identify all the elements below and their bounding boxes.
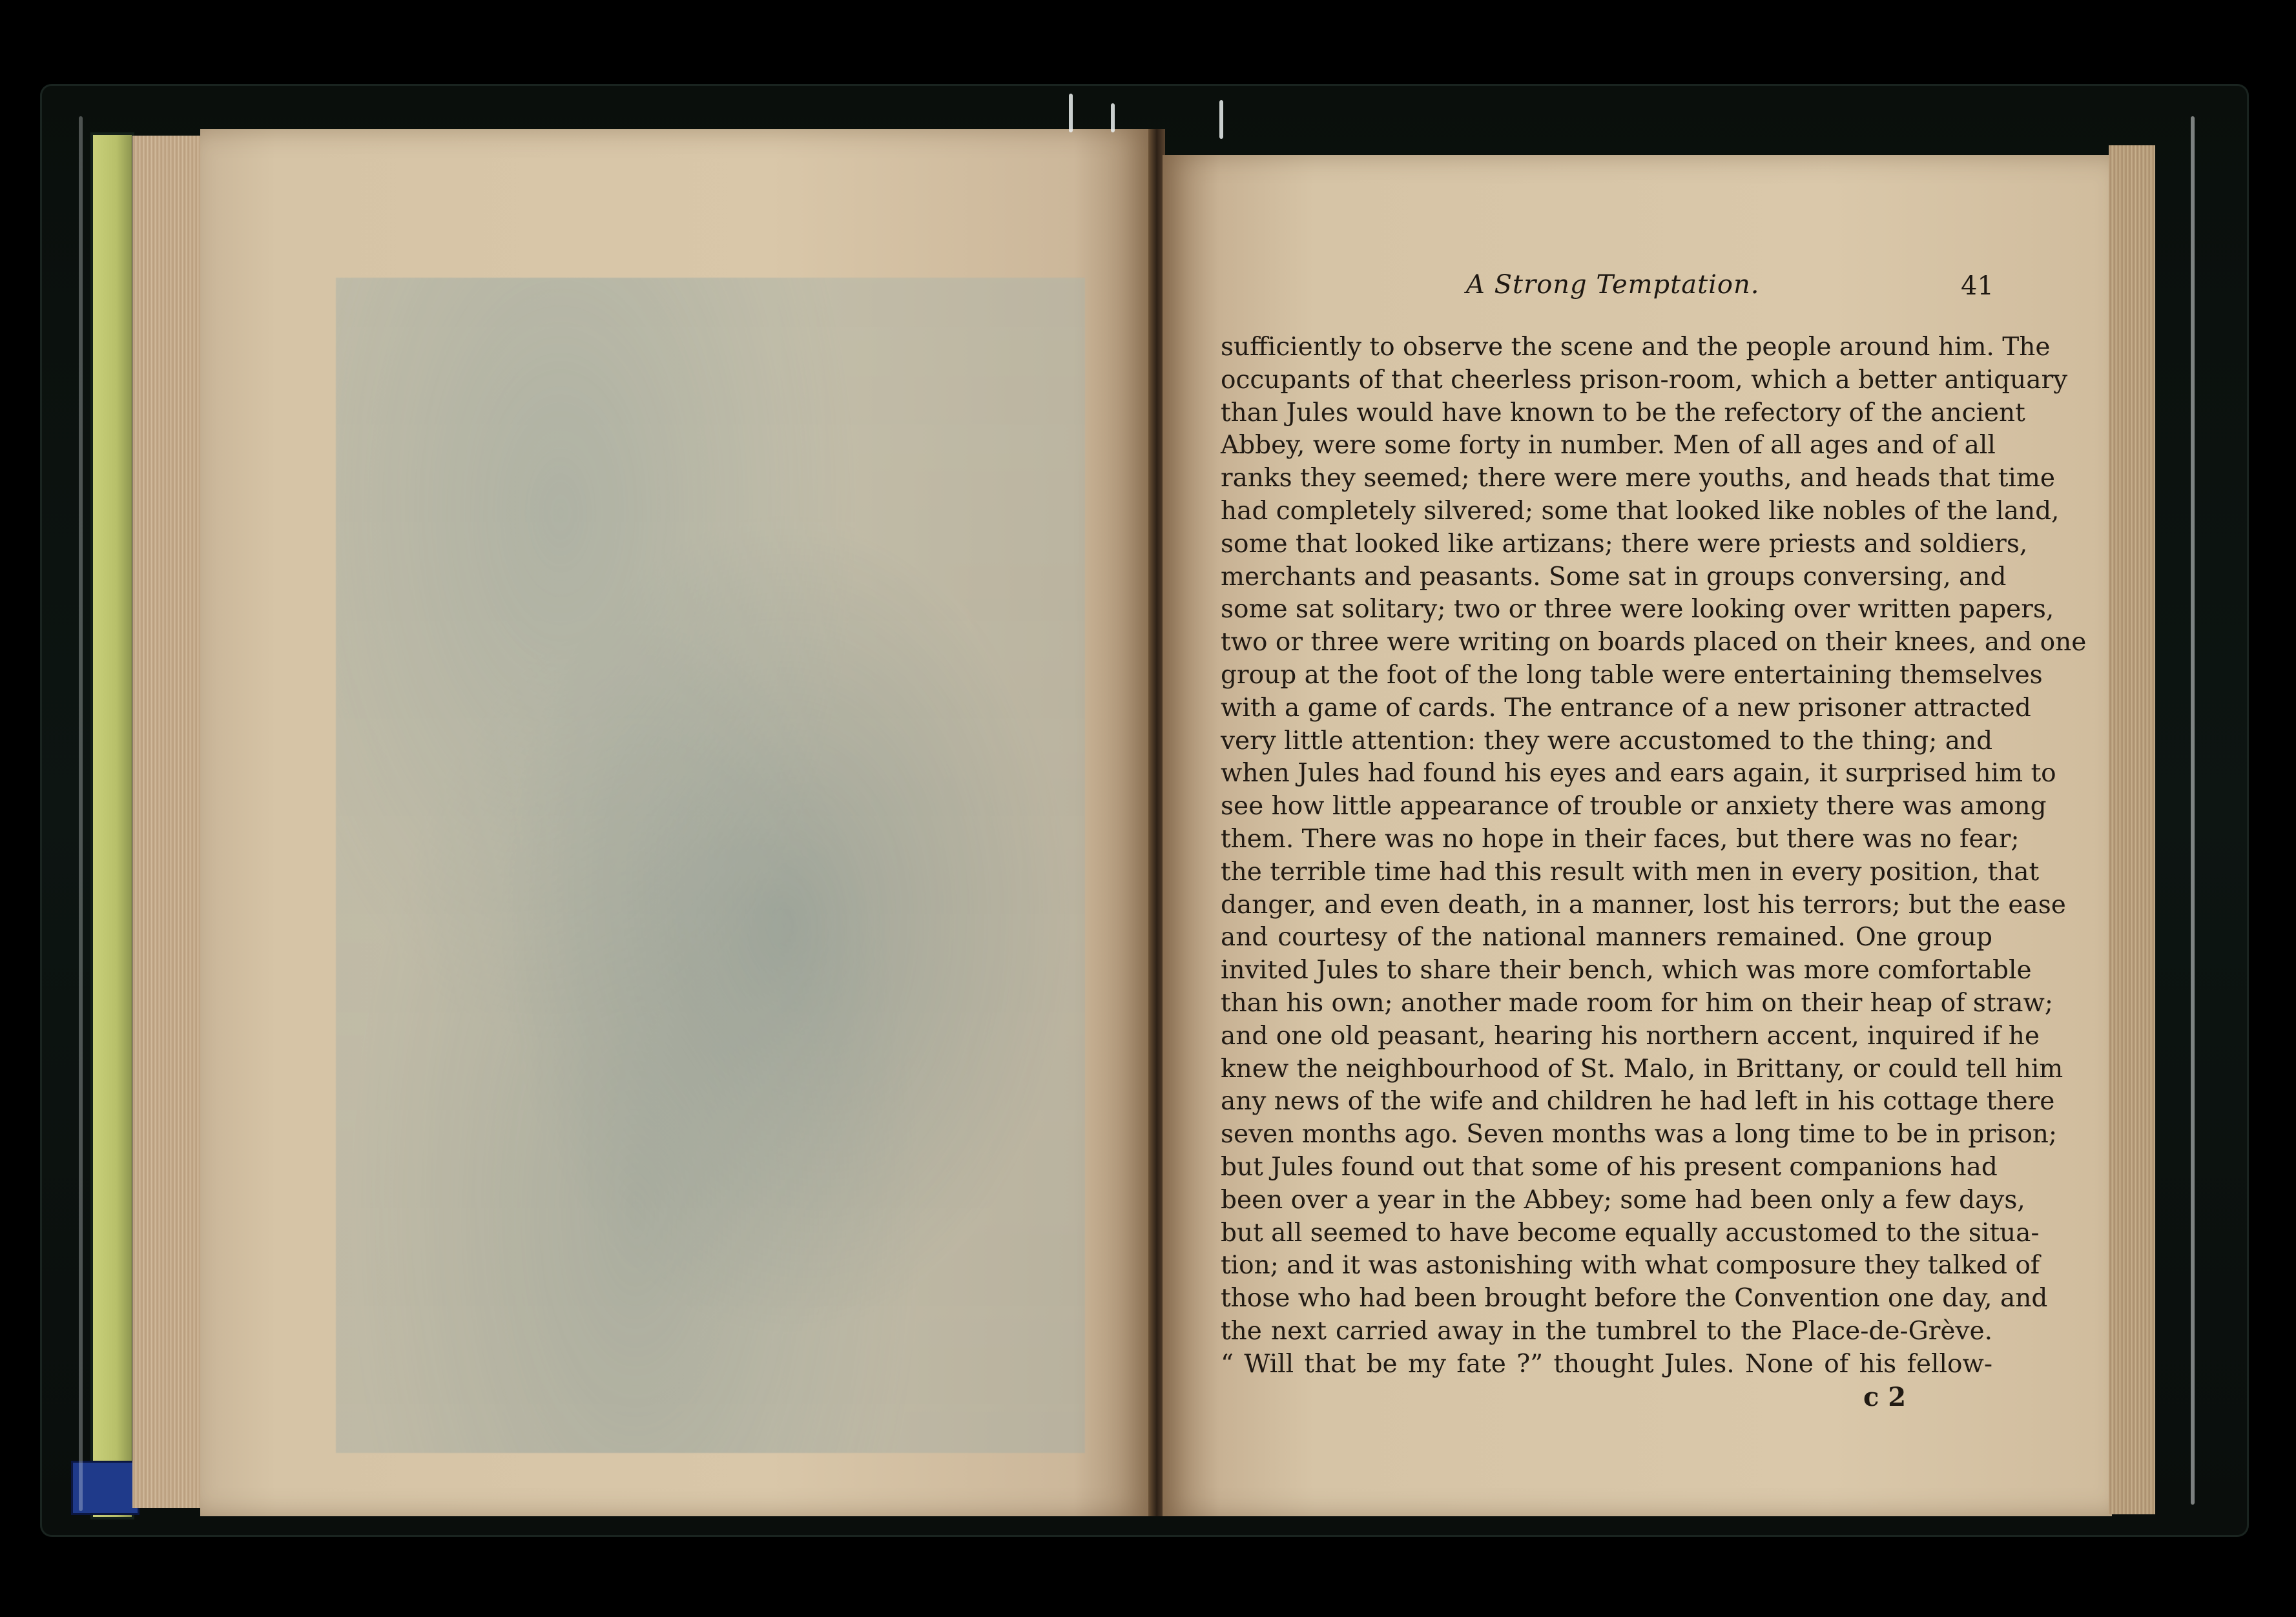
text-line: but Jules found out that some of his present companions had <box>1221 1152 1998 1182</box>
text-line: tion; and it was astonishing with what composure they talked of <box>1221 1251 2040 1281</box>
sleeve-glint <box>1069 94 1073 132</box>
text-line: had completely silvered; some that looked like nobles of the land, <box>1221 496 2060 526</box>
text-line: two or three were writing on boards placed on their knees, and one <box>1221 628 2087 657</box>
text-line: with a game of cards. The entrance of a new prisoner attracted <box>1221 693 2031 723</box>
text-line: very little attention: they were accustomed to the thing; and <box>1221 726 1993 756</box>
text-line: occupants of that cheerless prison-room, which a better antiquary <box>1221 365 2068 395</box>
running-head: A Strong Temptation. <box>1466 270 1760 300</box>
right-page-edges <box>2109 145 2155 1514</box>
signature-mark: c 2 <box>1863 1382 1907 1412</box>
sleeve-glint <box>79 116 83 1511</box>
text-line: than his own; another made room for him on their heap of straw; <box>1221 988 2054 1018</box>
text-line: danger, and even death, in a manner, lost his terrors; but the ease <box>1221 890 2066 920</box>
text-line: Abbey, were some forty in number. Men of all ages and of all <box>1221 431 1996 460</box>
text-line: merchants and peasants. Some sat in groups conversing, and <box>1221 562 2007 592</box>
page-number: 41 <box>1961 271 1994 301</box>
text-line: ranks they seemed; there were mere youths, and heads that time <box>1221 464 2055 493</box>
text-line: some that looked like artizans; there were priests and soldiers, <box>1221 529 2028 559</box>
text-line: and one old peasant, hearing his northern accent, inquired if he <box>1221 1021 2040 1051</box>
text-line: any news of the wife and children he had left in his cottage there <box>1221 1087 2055 1117</box>
text-line: and courtesy of the national manners remained. One group <box>1221 923 1992 953</box>
text-line: when Jules had found his eyes and ears again, it surprised him to <box>1221 759 2056 788</box>
text-line: seven months ago. Seven months was a long time to be in prison; <box>1221 1120 2058 1149</box>
text-line: but all seemed to have become equally accustomed to the situa- <box>1221 1218 2040 1248</box>
text-line: “ Will that be my fate ?” thought Jules. None of his fellow- <box>1221 1349 1992 1379</box>
text-line: see how little appearance of trouble or anxiety there was among <box>1221 792 2047 821</box>
body-text <box>1221 331 2087 1381</box>
text-line: them. There was no hope in their faces, but there was no fear; <box>1221 824 2020 854</box>
text-line: the terrible time had this result with men in every position, that <box>1221 857 2040 887</box>
text-line: knew the neighbourhood of St. Malo, in Brittany, or could tell him <box>1221 1054 2063 1084</box>
text-line: been over a year in the Abbey; some had been only a few days, <box>1221 1185 2025 1215</box>
text-line: those who had been brought before the Convention one day, and <box>1221 1284 2048 1313</box>
text-line: sufficiently to observe the scene and the people around him. The <box>1221 333 2051 362</box>
faded-illustration-image <box>336 278 1085 1453</box>
sleeve-glint <box>1219 100 1223 139</box>
left-page-edges <box>132 136 203 1508</box>
book-cover-edge <box>90 132 134 1519</box>
text-line: invited Jules to share their bench, which was more comfortable <box>1221 956 2032 985</box>
sleeve-glint <box>1111 103 1115 132</box>
text-line: group at the foot of the long table were entertaining themselves <box>1221 660 2043 690</box>
text-line: than Jules would have known to be the refectory of the ancient <box>1221 398 2025 427</box>
text-line: some sat solitary; two or three were looking over written papers, <box>1221 595 2054 624</box>
sleeve-glint <box>2191 116 2195 1505</box>
text-line: the next carried away in the tumbrel to the Place-de-Grève. <box>1221 1316 1992 1346</box>
